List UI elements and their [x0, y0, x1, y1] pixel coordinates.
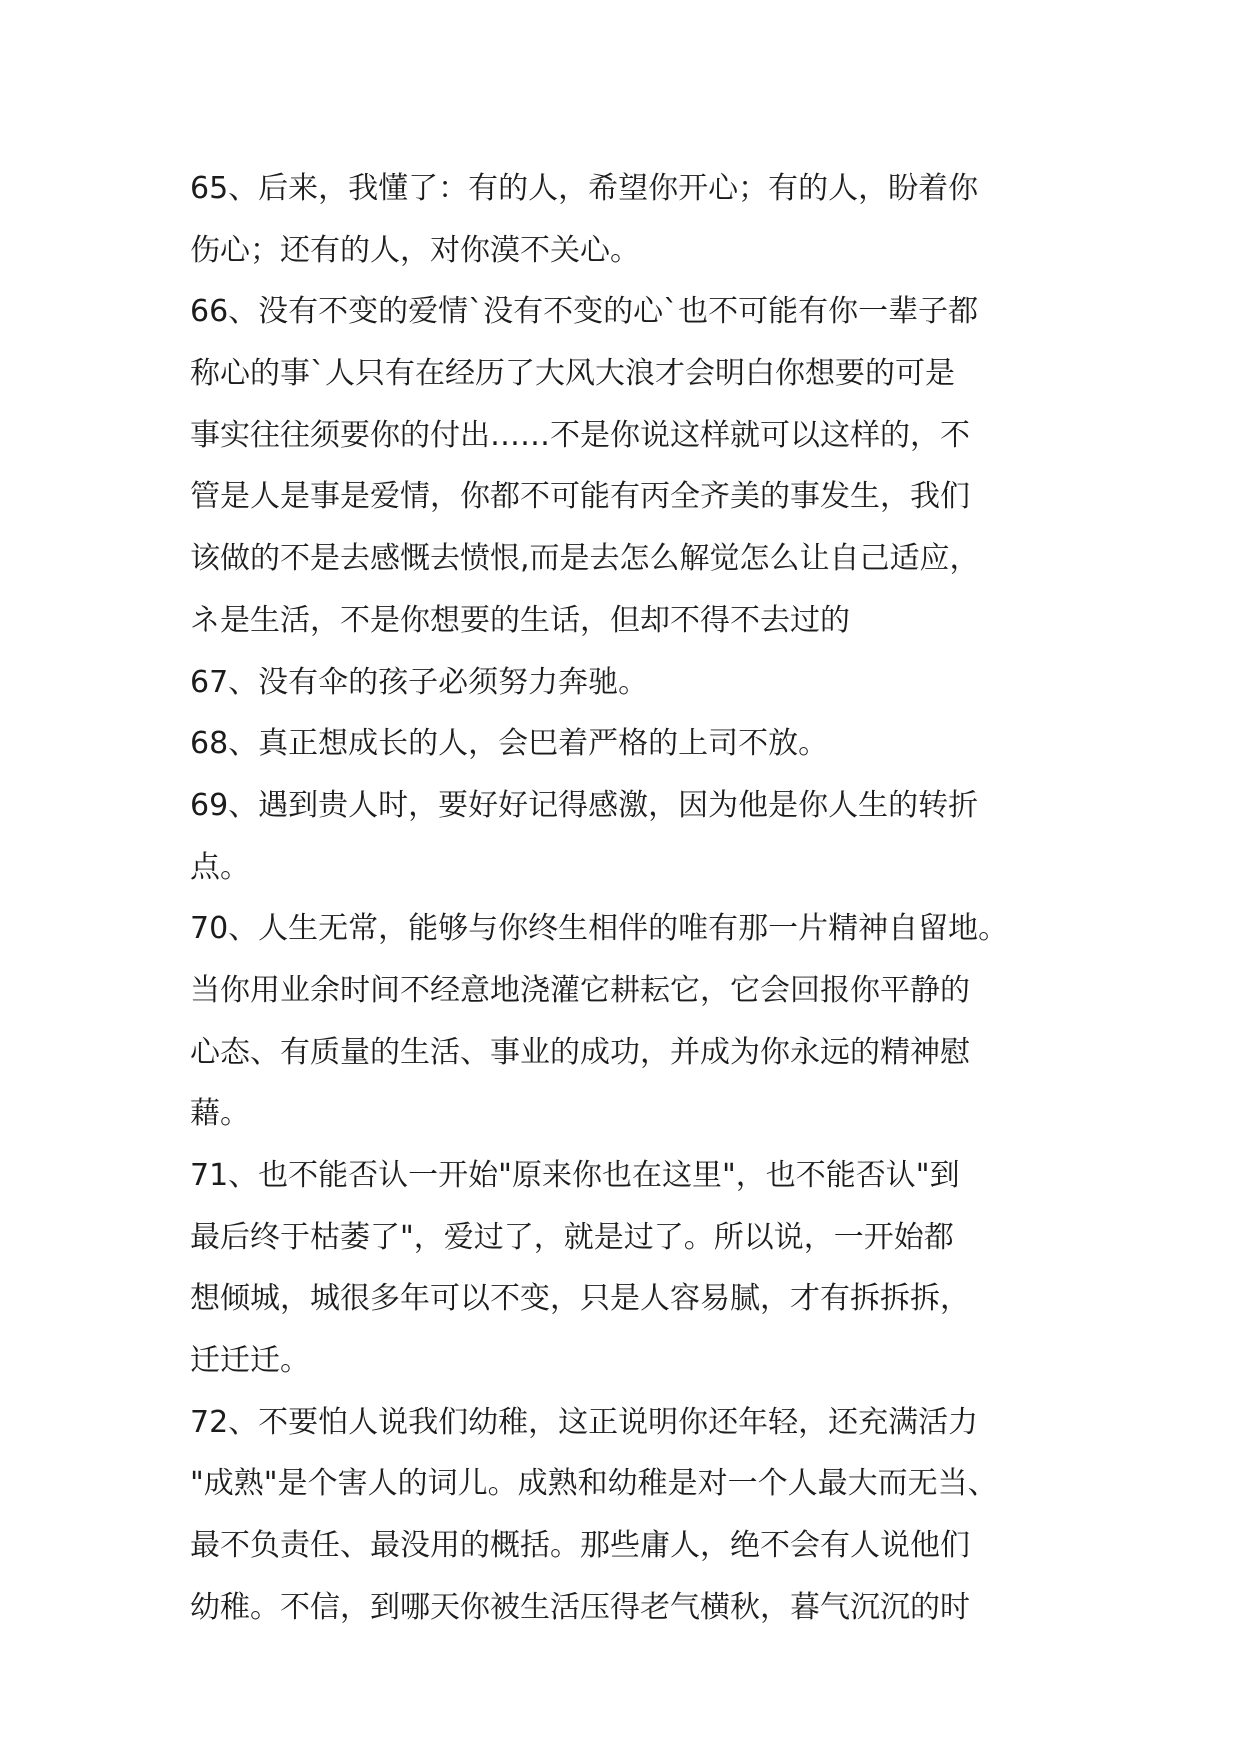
text-line: 67、没有伞的孩子必须努力奔驰。 [190, 664, 649, 700]
text-line: 管是人是事是爱情，你都不可能有丙全齐美的事发生，我们 [190, 479, 970, 515]
text-line: 事实往往须要你的付出……不是你说这样就可以这样的，不 [190, 417, 970, 453]
text-line: 69、遇到贵人时，要好好记得感激，因为他是你人生的转折 [190, 787, 979, 823]
text-line: ネ是生活，不是你想要的生话，但却不得不去过的 [190, 602, 850, 638]
text-line: 想倾城，城很多年可以不变，只是人容易腻，才有拆拆拆， [190, 1281, 970, 1317]
text-line: 72、不要怕人说我们幼稚，这正说明你还年轻，还充满活力 [190, 1404, 979, 1440]
text-line: 71、也不能否认一开始"原来你也在这里"，也不能否认"到 [190, 1158, 960, 1193]
text-line: 当你用业余时间不经意地浇灌它耕耘它，它会回报你平静的 [190, 972, 970, 1008]
text-line: 65、后来，我懂了：有的人，希望你开心；有的人，盼着你 [190, 171, 979, 206]
text-line: 70、人生无常，能够与你终生相伴的唯有那一片精神自留地。 [190, 911, 1009, 947]
text-line: 迁迁迁。 [190, 1343, 310, 1379]
text-line: 该做的不是去感慨去愤恨,而是去怎么解觉怎么让自己适应， [190, 541, 980, 577]
text-line: 藉。 [190, 1096, 250, 1132]
text-line: 66、没有不变的爱情`没有不变的心`也不可能有你一辈子都 [190, 294, 979, 330]
text-line: 幼稚。不信，到哪天你被生活压得老气横秋，暮气沉沉的时 [190, 1589, 970, 1625]
text-line: 心态、有质量的生活、事业的成功，并成为你永远的精神慰 [190, 1034, 970, 1070]
text-line: 伤心；还有的人，对你漠不关心。 [190, 232, 640, 268]
document-body [190, 158, 1050, 1639]
text-line: 最后终于枯萎了"，爱过了，就是过了。所以说，一开始都 [190, 1219, 954, 1255]
text-line: 最不负责任、最没用的概括。那些庸人，绝不会有人说他们 [190, 1528, 970, 1564]
text-line: 68、真正想成长的人，会巴着严格的上司不放。 [190, 726, 829, 762]
text-line: 称心的事`人只有在经历了大风大浪才会明白你想要的可是 [190, 356, 955, 392]
text-line: 点。 [190, 849, 250, 885]
text-line: "成熟"是个害人的词儿。成熟和幼稚是对一个人最大而无当、 [190, 1466, 998, 1502]
